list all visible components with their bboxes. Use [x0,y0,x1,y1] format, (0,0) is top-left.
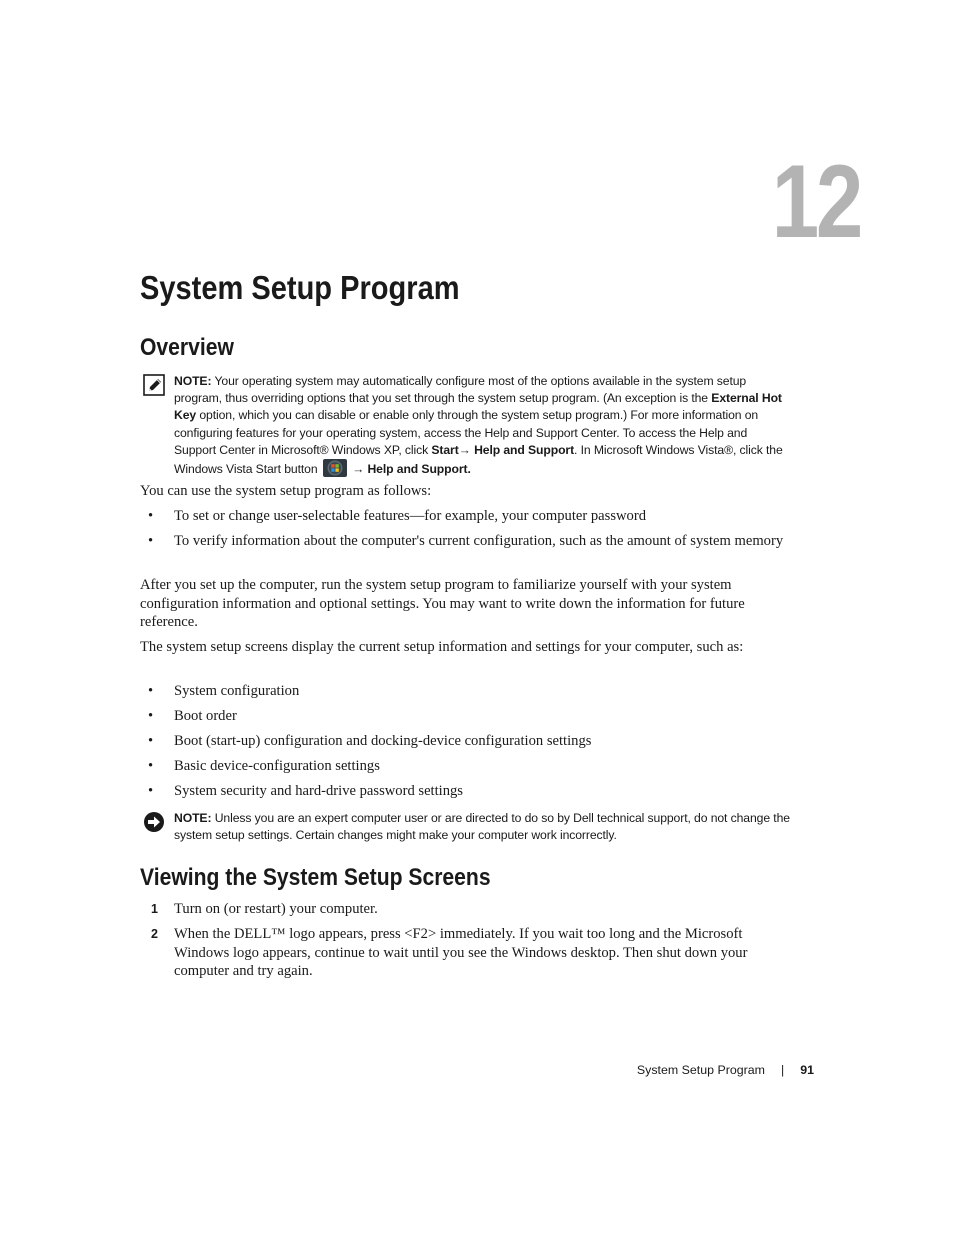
list-item-text: System configuration [174,683,300,699]
notice-box [140,810,790,844]
list-item [140,532,786,551]
screens-list [140,682,786,807]
page-footer [637,1062,814,1078]
viewing-heading: Viewing the System Setup Screens [140,864,491,891]
arrow-glyph: → [352,462,365,477]
pencil-note-icon [143,374,165,396]
steps-list [140,900,786,987]
note-text: Your operating system may automatically configure most of the options available in the system setup program, thus overriding options that you set through the system setup program. (An exception is the [174,374,747,406]
bullet-glyph: • [148,683,154,699]
step-item [140,900,786,919]
list-item-text: Basic device-configuration settings [174,757,380,774]
step-number: 1 [151,902,158,916]
bullet-glyph: • [148,532,154,549]
chapter-title: System Setup Program [140,269,460,306]
setup-paragraph: After you set up the computer, run the system setup program to familiarize yourself with your system configuration information and optional settings. You may want to write down the information for future reference. [140,577,745,631]
list-item-text: System security and hard-drive password settings [174,782,463,799]
step-item [140,925,786,981]
bullet-glyph: • [148,782,154,799]
step-text: Turn on (or restart) your computer. [174,901,378,917]
note-text: option, which you can disable or enable only through the system setup program.) For more information on configuring features for your operating system, access the Help and Support Center. To access the Help and Support Center in Microsoft® Windows XP, click [174,408,759,457]
bullet-glyph: • [148,757,154,774]
external-hot-key-term: External Hot Key [174,391,782,423]
list-item [140,732,786,751]
screens-paragraph: The system setup screens display the current setup information and settings for your computer, such as: [140,639,744,655]
windows-vista-start-icon [323,459,347,477]
note-label: NOTE: [174,374,212,388]
arrow-notice-icon [143,811,165,833]
uses-list [140,507,786,557]
bullet-glyph: • [148,707,154,724]
intro-paragraph: You can use the system setup program as follows: [140,483,432,499]
footer-separator: | [780,1063,785,1077]
list-item-text: To verify information about the computer's current configuration, such as the amount of system memory [174,532,784,549]
bullet-glyph: • [148,732,154,749]
list-item [140,757,786,776]
note-box [140,373,790,478]
list-item-text: Boot (start-up) configuration and docking-device configuration settings [174,732,592,749]
note-label: NOTE: [174,811,212,825]
list-item [140,682,786,701]
help-support-term: Help and Support [367,462,468,477]
note-text: . [467,462,471,477]
list-item [140,707,786,726]
step-text: When the DELL™ logo appears, press <F2> immediately. If you wait too long and the Microsoft Windows logo appears, continue to wait until you see the Windows desktop. Then shut down your computer and try again. [174,925,748,980]
overview-heading: Overview [140,334,234,361]
chapter-number: 12 [771,144,860,260]
list-item [140,507,786,526]
list-item-text: Boot order [174,707,237,724]
list-item-text: To set or change user-selectable features—for example, your computer password [174,508,646,524]
note-text: . In Microsoft Windows Vista®, click the Windows Vista Start button [174,442,783,477]
footer-section-title: System Setup Program [636,1063,765,1077]
start-term: Start [431,442,459,457]
help-support-term: Help and Support [474,442,575,457]
arrow-glyph: → [458,442,471,457]
list-item [140,782,786,801]
page-number: 91 [800,1063,814,1077]
bullet-glyph: • [148,508,154,524]
note-text: Unless you are an expert computer user or are directed to do so by Dell technical support, do not change the system setup settings. Certain changes might make your computer work incorrectly. [174,811,790,843]
step-number: 2 [151,926,158,941]
